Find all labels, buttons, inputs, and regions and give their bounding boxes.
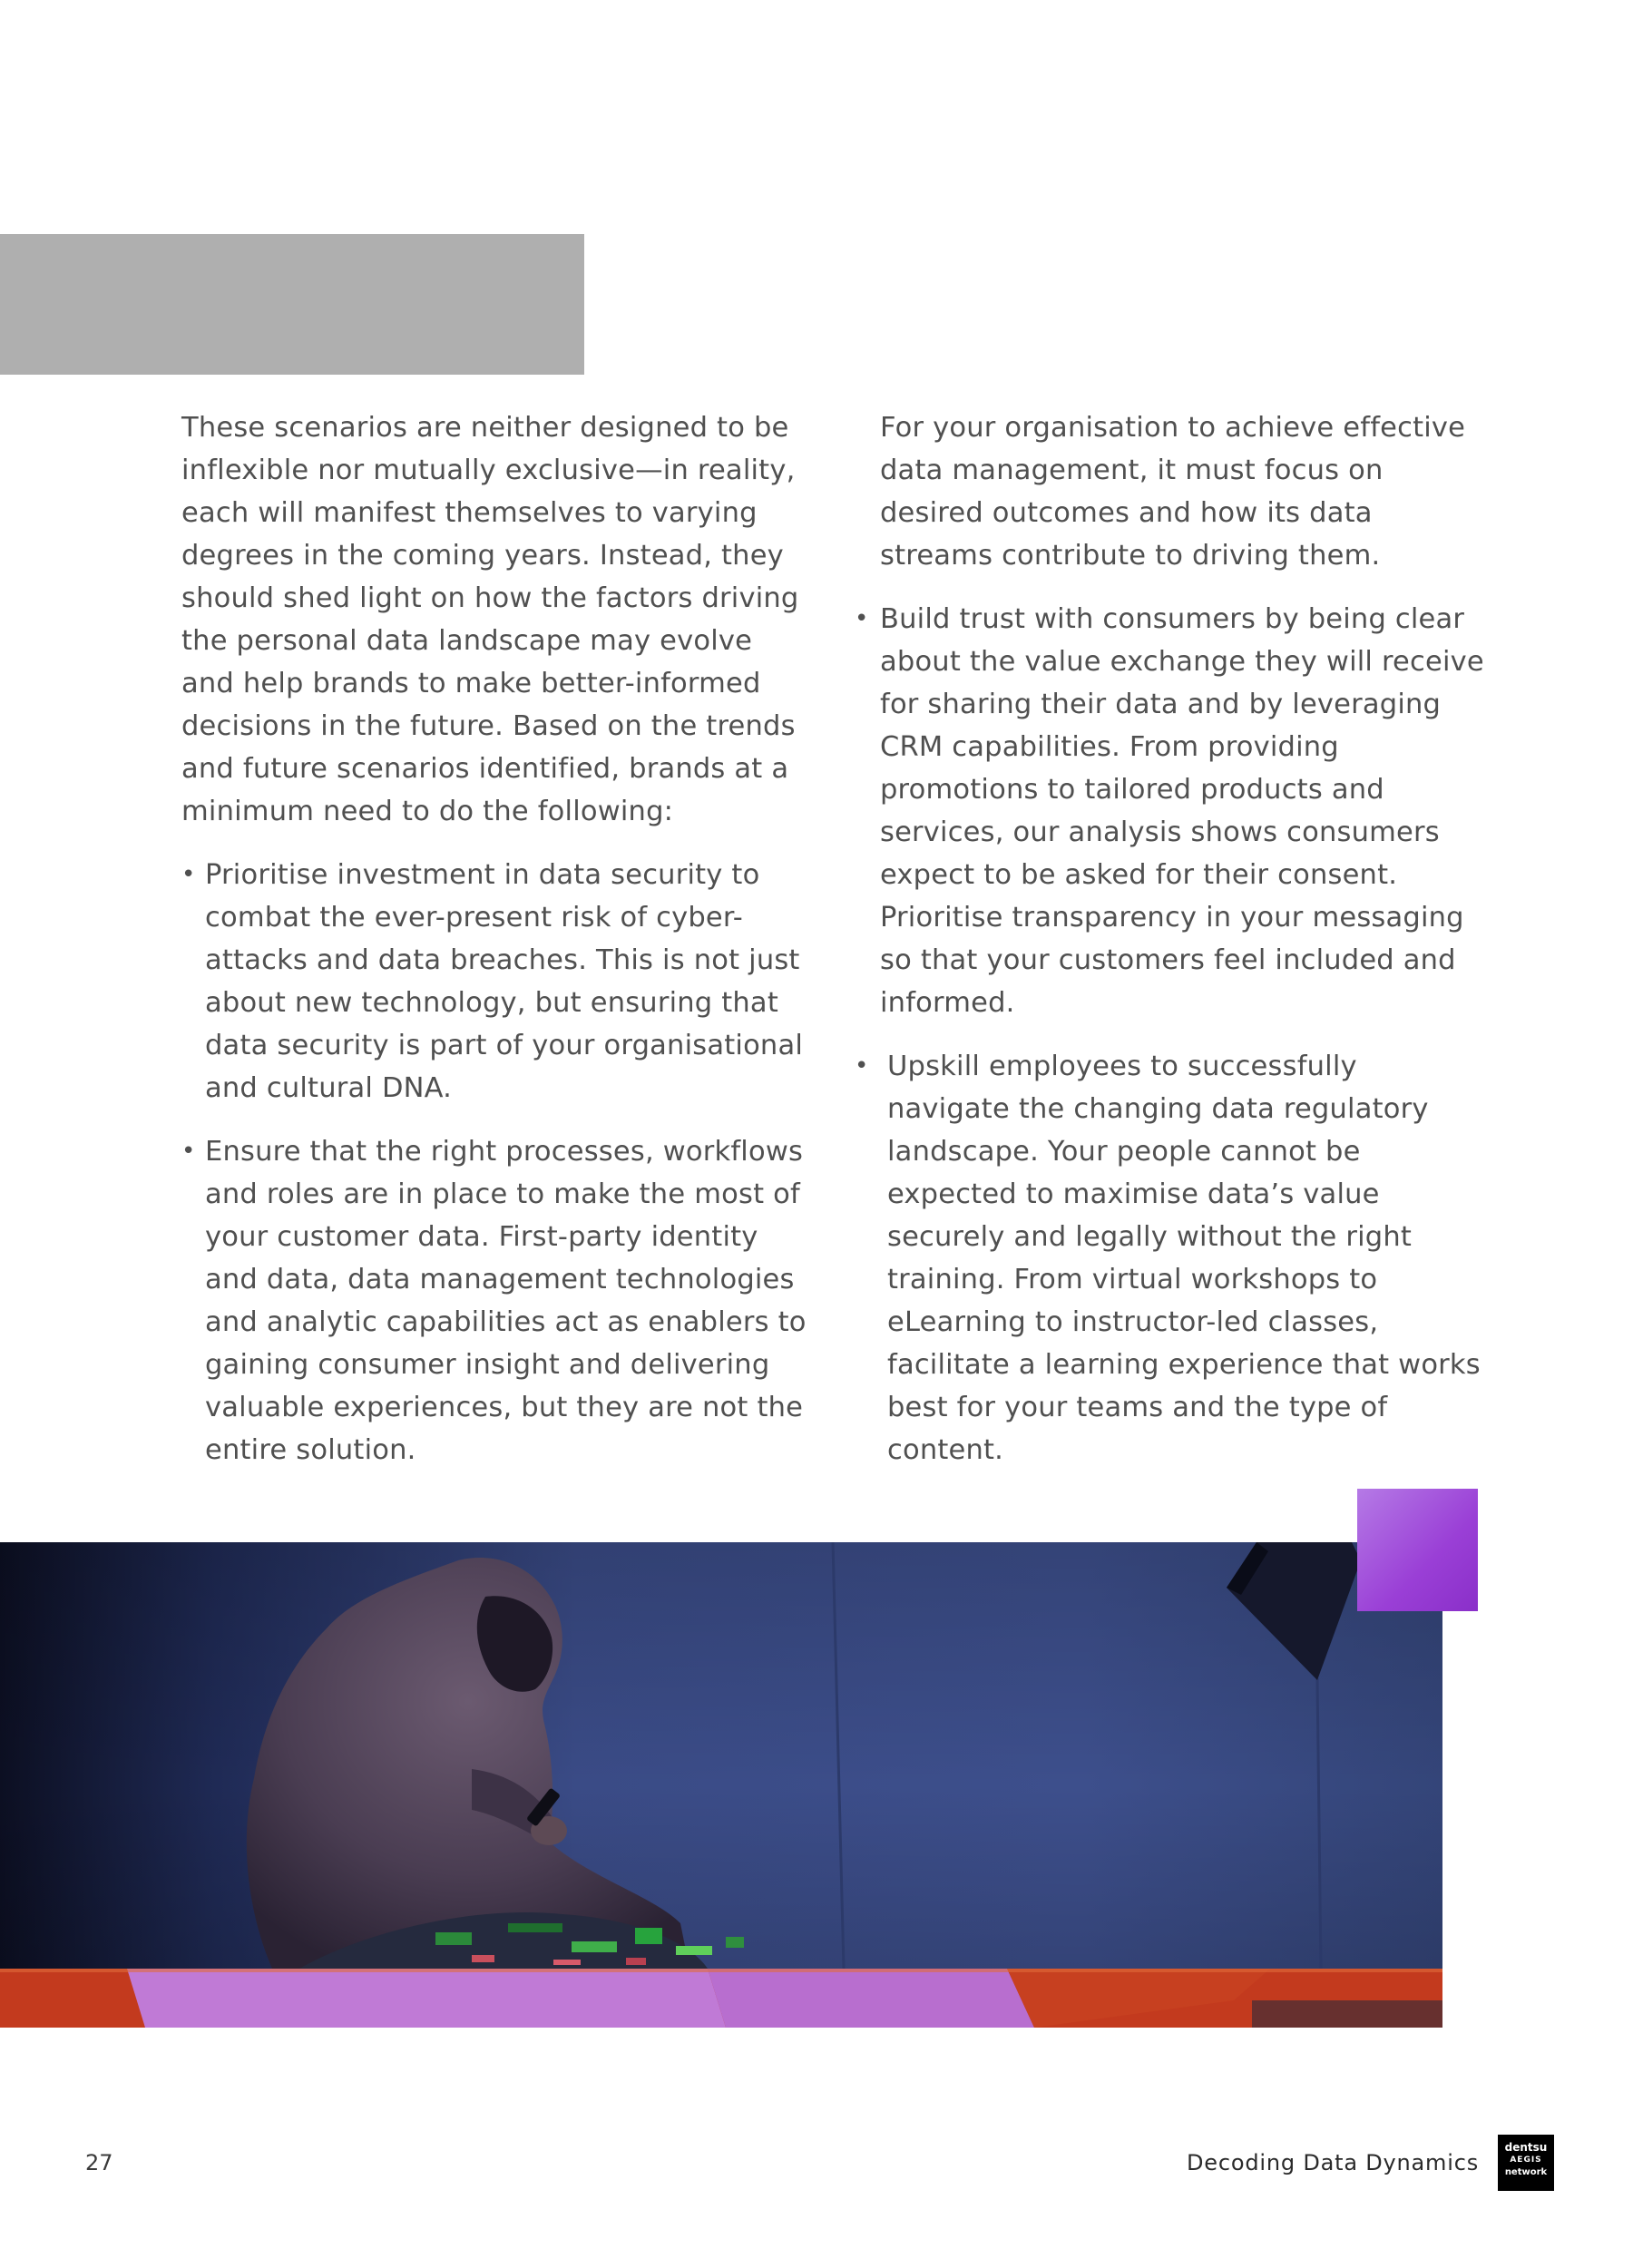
list-item xyxy=(181,854,807,1110)
decorative-gray-block xyxy=(0,234,584,375)
bullet-text: Ensure that the right processes, workflows and roles are in place to make the most of your customer data. First-party identity and data, data management technologies and analytic capabilities act as enablers to gaining consumer insight and delivering valuable experiences, but they are not the entire solution. xyxy=(205,1136,807,1466)
logo-line: AEGIS xyxy=(1510,2156,1542,2165)
list-item xyxy=(181,1130,807,1471)
bullet-icon: • xyxy=(181,861,196,888)
page-number: 27 xyxy=(85,2150,113,2175)
logo-line: dentsu xyxy=(1504,2141,1548,2154)
bullet-icon: • xyxy=(181,1138,196,1165)
dentsu-aegis-logo xyxy=(1498,2135,1554,2191)
list-item xyxy=(855,1045,1488,1471)
list-item xyxy=(855,598,1488,1024)
bullet-icon: • xyxy=(855,1052,869,1080)
hooded-person-phone-photo xyxy=(0,1542,1442,2028)
bullet-icon: • xyxy=(855,605,869,632)
right-intro-paragraph: For your organisation to achieve effective data management, it must focus on desired outcomes and how its data streams contribute to driving them. xyxy=(880,412,1466,572)
bullet-text: Build trust with consumers by being clear about the value exchange they will receive for sharing their data and by leveraging CRM capabilities. From providing promotions to tailored products and services, our analysis shows consumers expect to be asked for their consent. Prioritise transparency in your messaging so that your customers feel included and informed. xyxy=(880,603,1484,1019)
right-bullet-list xyxy=(855,598,1488,1471)
left-intro-paragraph: These scenarios are neither designed to be inflexible nor mutually exclusive—in reality, each will manifest themselves to varying degrees in the coming years. Instead, they should shed light on how the factors driving the personal data landscape may evolve and help brands to make better-informed decisions in the future. Based on the trends and future scenarios identified, brands at a minimum need to do the following: xyxy=(181,412,799,827)
left-bullet-list xyxy=(181,854,807,1471)
bullet-text: Upskill employees to successfully navigate the changing data regulatory landscape. Your people cannot be expected to maximise data’s value securely and legally without the right training. From virtual workshops to eLearning to instructor-led classes, facilitate a learning experience that works best for your teams and the type of content. xyxy=(887,1051,1481,1466)
logo-line: network xyxy=(1504,2167,1548,2177)
document-title: Decoding Data Dynamics xyxy=(1187,2150,1479,2175)
right-text-column xyxy=(855,406,1488,1492)
left-text-column xyxy=(181,406,807,1492)
bullet-text: Prioritise investment in data security to combat the ever-present risk of cyber-attacks and data breaches. This is not just about new technology, but ensuring that data security is part of your organisational and cultural DNA. xyxy=(205,859,804,1104)
decorative-purple-square xyxy=(1357,1489,1478,1611)
